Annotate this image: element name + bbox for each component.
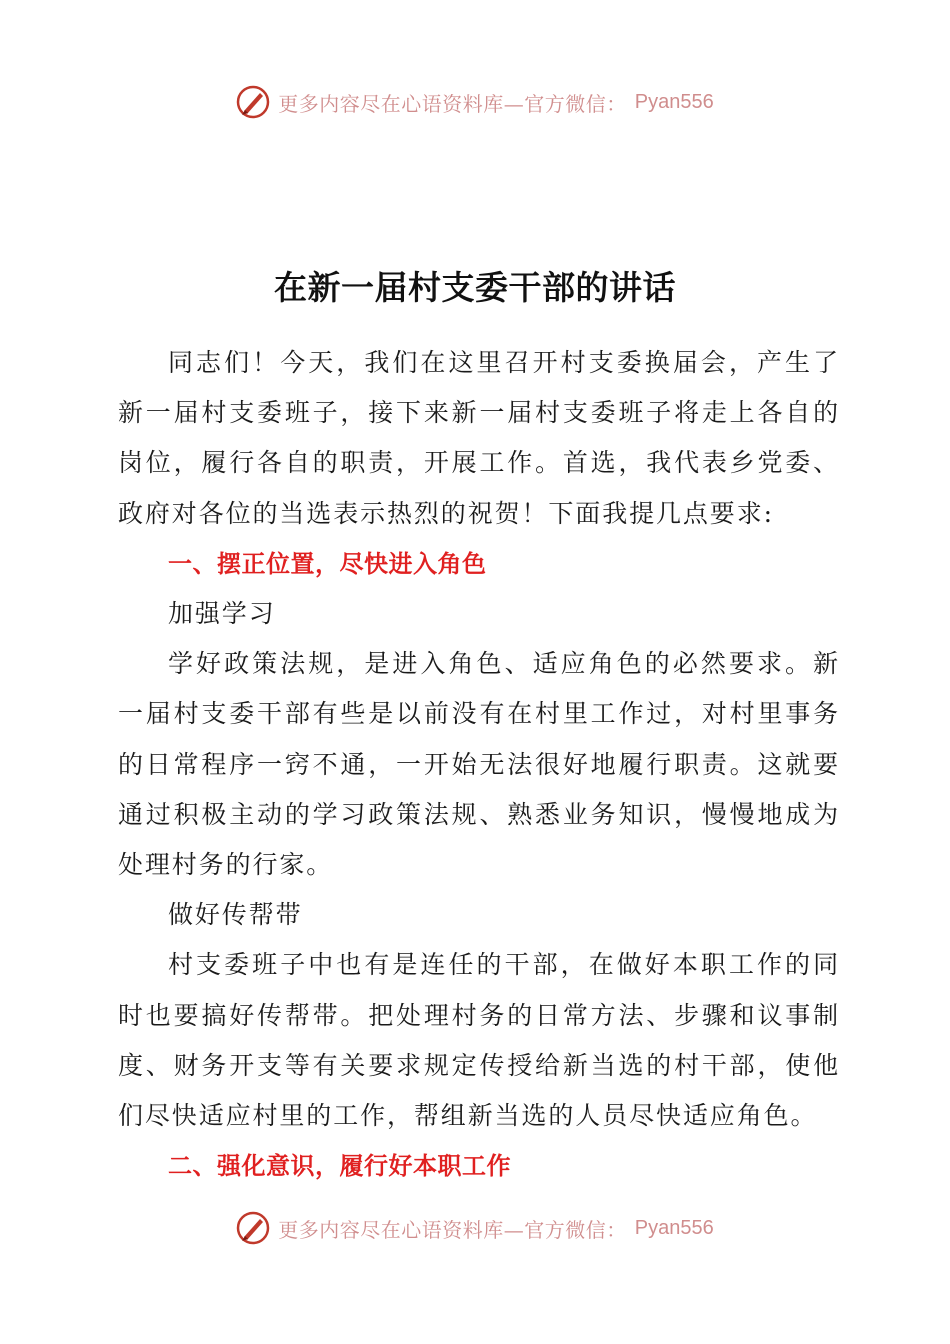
section-1-paragraph-mentoring: 村支委班子中也有是连任的干部，在做好本职工作的同时也要搞好传帮带。把处理村务的日常方法、步骤和议事制度、财务开支等有关要求规定传授给新当选的村干部，使他们尽快适应村里的工作，帮组新当选的人员尽快适应角色。 xyxy=(118,950,840,1131)
header-watermark xyxy=(0,82,950,122)
section-1-subheading-study: 加强学习 xyxy=(168,599,276,629)
pen-logo-icon xyxy=(236,85,270,119)
watermark-wechat-id: Pyan556 xyxy=(634,1216,714,1239)
footer-watermark xyxy=(0,1208,950,1248)
document-body xyxy=(118,338,840,1191)
pen-logo-icon xyxy=(236,1211,270,1245)
section-1-paragraph-study: 学好政策法规，是进入角色、适应角色的必然要求。新一届村支委干部有些是以前没有在村里工作过，对村里事务的日常程序一窍不通，一开始无法很好地履行职责。这就要通过积极主动的学习政策法规、熟悉业务知识，慢慢地成为处理村务的行家。 xyxy=(118,649,840,880)
watermark-text: 更多内容尽在心语资料库—官方微信： xyxy=(278,1217,627,1242)
section-1-heading: 一、摆正位置，尽快进入角色 xyxy=(168,549,487,578)
section-2-heading: 二、强化意识，履行好本职工作 xyxy=(168,1152,511,1181)
section-1-subheading-mentoring: 做好传帮带 xyxy=(168,900,303,930)
document-title: 在新一届村支委干部的讲话 xyxy=(274,268,676,307)
watermark-wechat-id: Pyan556 xyxy=(634,90,714,113)
watermark-text: 更多内容尽在心语资料库—官方微信： xyxy=(278,91,627,116)
intro-paragraph: 同志们！今天，我们在这里召开村支委换届会，产生了新一届村支委班子，接下来新一届村支委班子将走上各自的岗位，履行各自的职责，开展工作。首选，我代表乡党委、政府对各位的当选表示热烈的祝贺！下面我提几点要求: xyxy=(118,348,840,528)
